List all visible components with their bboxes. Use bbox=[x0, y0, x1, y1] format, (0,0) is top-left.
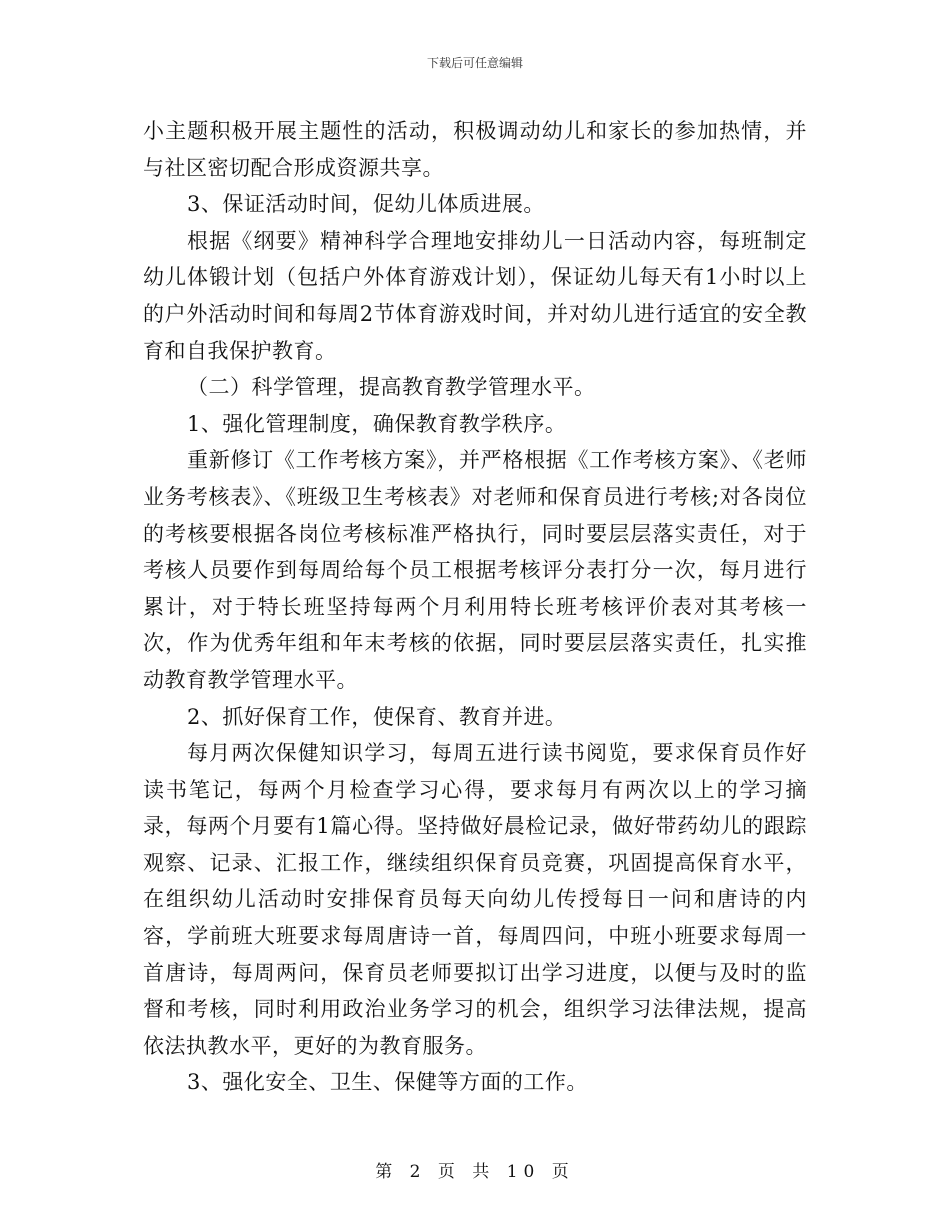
document-body bbox=[143, 113, 807, 1101]
paragraph-continuation: 小主题积极开展主题性的活动，积极调动幼儿和家长的参加热情，并与社区密切配合形成资源共享。 bbox=[143, 119, 807, 180]
paragraph-childcare-study: 每月两次保健知识学习，每周五进行读书阅览，要求保育员作好读书笔记，每两个月检查学习心得，要求每月有两次以上的学习摘录，每两个月要有1篇心得。坚持做好晨检记录，做好带药幼儿的跟踪观察、记录、汇报工作，继续组织保育员竞赛，巩固提高保育水平，在组织幼儿活动时安排保育员每天向幼儿传授每日一问和唐诗的内容，学前班大班要求每周唐诗一首，每周四问，中班小班要求每周一首唐诗，每周两问，保育员老师要拟订出学习进度，以便与及时的监督和考核，同时利用政治业务学习的机会，组织学习法律法规，提高依法执教水平，更好的为教育服务。 bbox=[143, 741, 807, 1058]
paragraph-activity-plan: 根据《纲要》精神科学合理地安排幼儿一日活动内容，每班制定幼儿体锻计划（包括户外体育游戏计划），保证幼儿每天有1小时以上的户外活动时间和每周2节体育游戏时间，并对幼儿进行适宜的安全教育和自我保护教育。 bbox=[143, 228, 807, 363]
heading-item-2-childcare: 2、抓好保育工作，使保育、教育并进。 bbox=[187, 704, 567, 729]
paragraph-assessment: 重新修订《工作考核方案》，并严格根据《工作考核方案》、《老师业务考核表》、《班级卫生考核表》对老师和保育员进行考核;对各岗位的考核要根据各岗位考核标准严格执行，同时要层层落实责任，对于考核人员要作到每周给每个员工根据考核评分表打分一次，每月进行累计，对于特长班坚持每两个月利用特长班考核评价表对其考核一次，作为优秀年组和年末考核的依据，同时要层层落实责任，扎实推动教育教学管理水平。 bbox=[143, 448, 807, 692]
heading-item-1-management-system: 1、强化管理制度，确保教育教学秩序。 bbox=[187, 411, 567, 436]
heading-item-3-activity-time: 3、保证活动时间，促幼儿体质进展。 bbox=[187, 192, 545, 217]
section-heading-scientific-management: （二）科学管理，提高教育教学管理水平。 bbox=[187, 375, 596, 400]
page-number-footer: 第 2 页 共 10 页 bbox=[375, 1162, 575, 1182]
page-header: 下载后可任意编辑 bbox=[426, 56, 523, 70]
heading-item-3-safety: 3、强化安全、卫生、保健等方面的工作。 bbox=[187, 1070, 588, 1095]
